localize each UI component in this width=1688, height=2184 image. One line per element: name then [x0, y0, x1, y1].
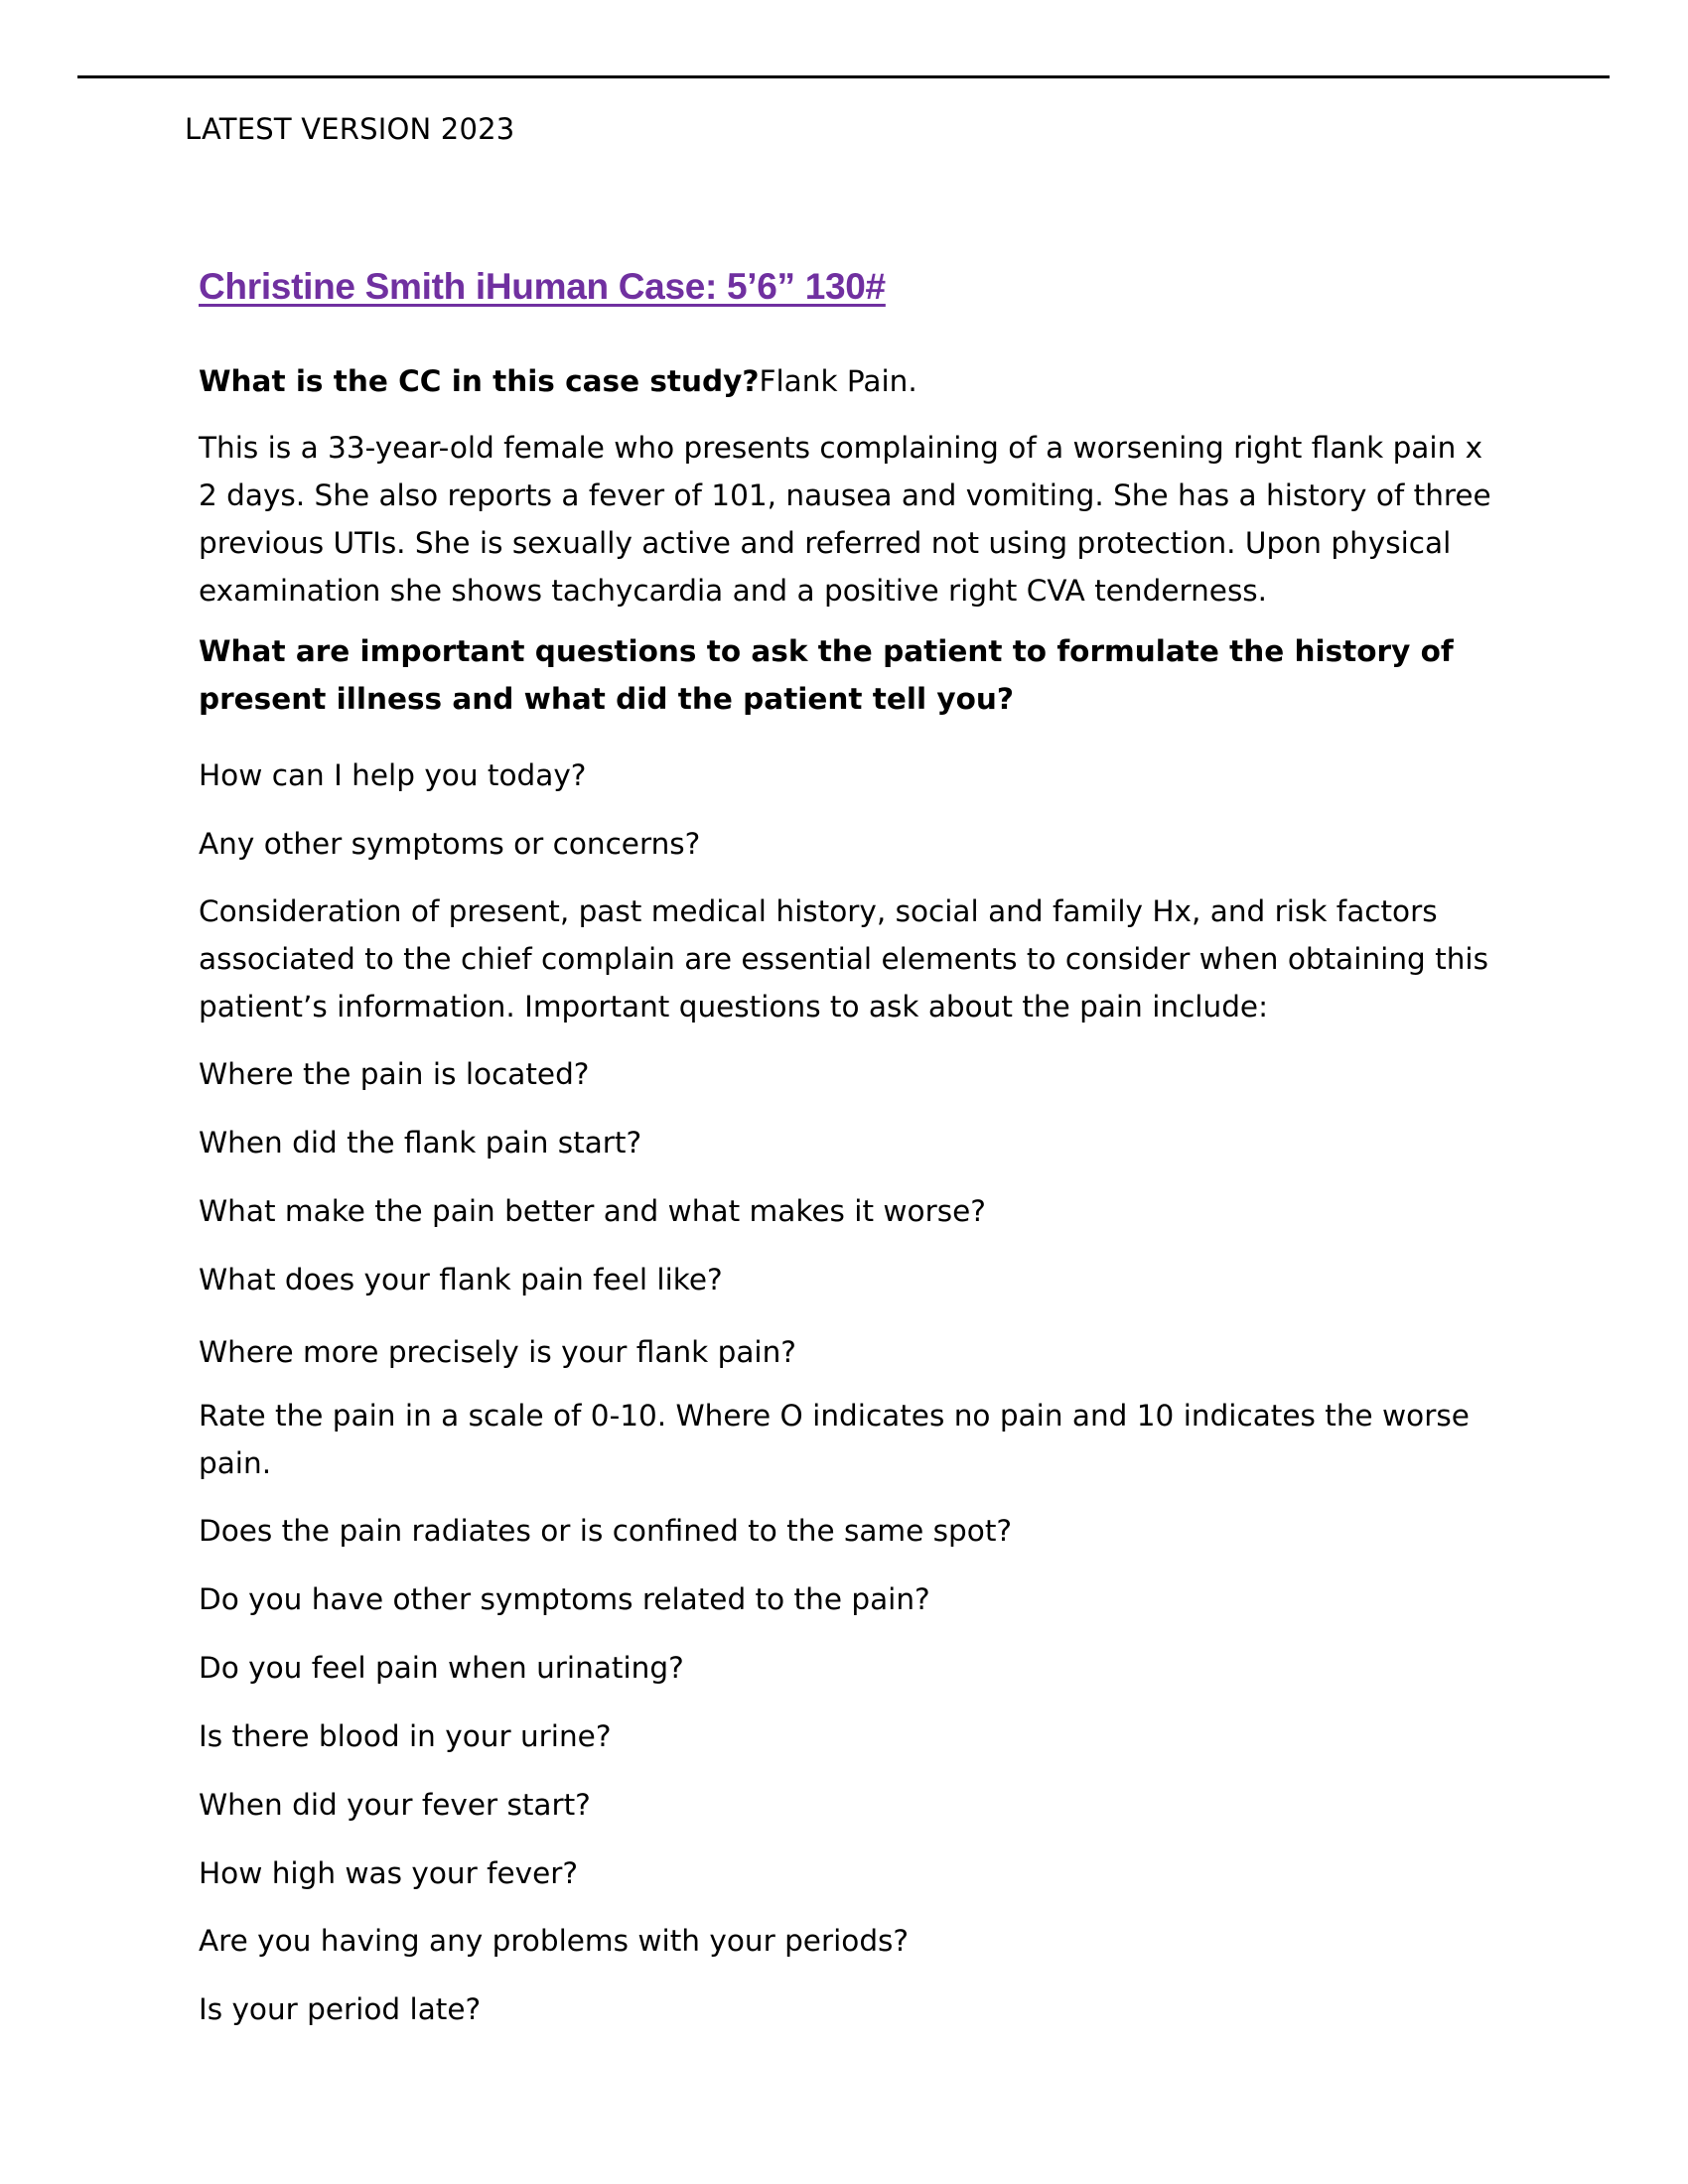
consideration-paragraph: [199, 887, 1489, 1030]
question-item: Is your period late?: [199, 1992, 482, 2026]
summary-line: previous UTIs. She is sexually active and referred not using protection. Upon physical: [199, 526, 1452, 560]
chief-complaint-line: [199, 357, 917, 405]
question-item: Do you have other symptoms related to the pain?: [199, 1582, 930, 1616]
hpi-heading-line: present illness and what did the patient tell you?: [199, 682, 1015, 716]
rating-line: Rate the pain in a scale of 0-10. Where O indicates no pain and 10 indicates the worse: [199, 1399, 1470, 1433]
question-item: Any other symptoms or concerns?: [199, 827, 701, 861]
rating-paragraph: [199, 1392, 1489, 1487]
hpi-heading: [199, 627, 1489, 723]
pain-question-item: Where the pain is located?: [199, 1057, 590, 1091]
summary-line: 2 days. She also reports a fever of 101, nausea and vomiting. She has a history of three: [199, 478, 1491, 512]
pain-question-item: What does your flank pain feel like?: [199, 1263, 723, 1297]
cc-answer: Flank Pain.: [759, 364, 917, 398]
header-rule: [77, 75, 1610, 78]
pain-question-item: Where more precisely is your flank pain?: [199, 1335, 796, 1369]
pain-question-item: When did the flank pain start?: [199, 1126, 642, 1160]
hpi-heading-line: What are important questions to ask the patient to formulate the history of: [199, 634, 1454, 668]
pain-question-item: What make the pain better and what makes it worse?: [199, 1194, 986, 1228]
question-item: How can I help you today?: [199, 758, 587, 792]
summary-line: This is a 33-year-old female who presents complaining of a worsening right flank pain x: [199, 431, 1483, 465]
case-summary-paragraph: [199, 424, 1489, 614]
question-item: Is there blood in your urine?: [199, 1719, 612, 1753]
case-title: Christine Smith iHuman Case: 5’6” 130#: [199, 266, 886, 307]
question-item: How high was your fever?: [199, 1856, 579, 1890]
rating-line: pain.: [199, 1446, 272, 1480]
consideration-line: patient’s information. Important questions to ask about the pain include:: [199, 990, 1269, 1024]
question-item: Are you having any problems with your periods?: [199, 1924, 910, 1958]
question-item: When did your fever start?: [199, 1788, 591, 1822]
cc-question: What is the CC in this case study?: [199, 364, 760, 398]
summary-line: examination she shows tachycardia and a positive right CVA tenderness.: [199, 574, 1268, 608]
question-item: Do you feel pain when urinating?: [199, 1651, 684, 1685]
question-item: Does the pain radiates or is confined to the same spot?: [199, 1514, 1013, 1548]
consideration-line: associated to the chief complain are essential elements to consider when obtaining this: [199, 942, 1488, 976]
consideration-line: Consideration of present, past medical history, social and family Hx, and risk factors: [199, 894, 1438, 928]
version-label: LATEST VERSION 2023: [185, 112, 515, 146]
